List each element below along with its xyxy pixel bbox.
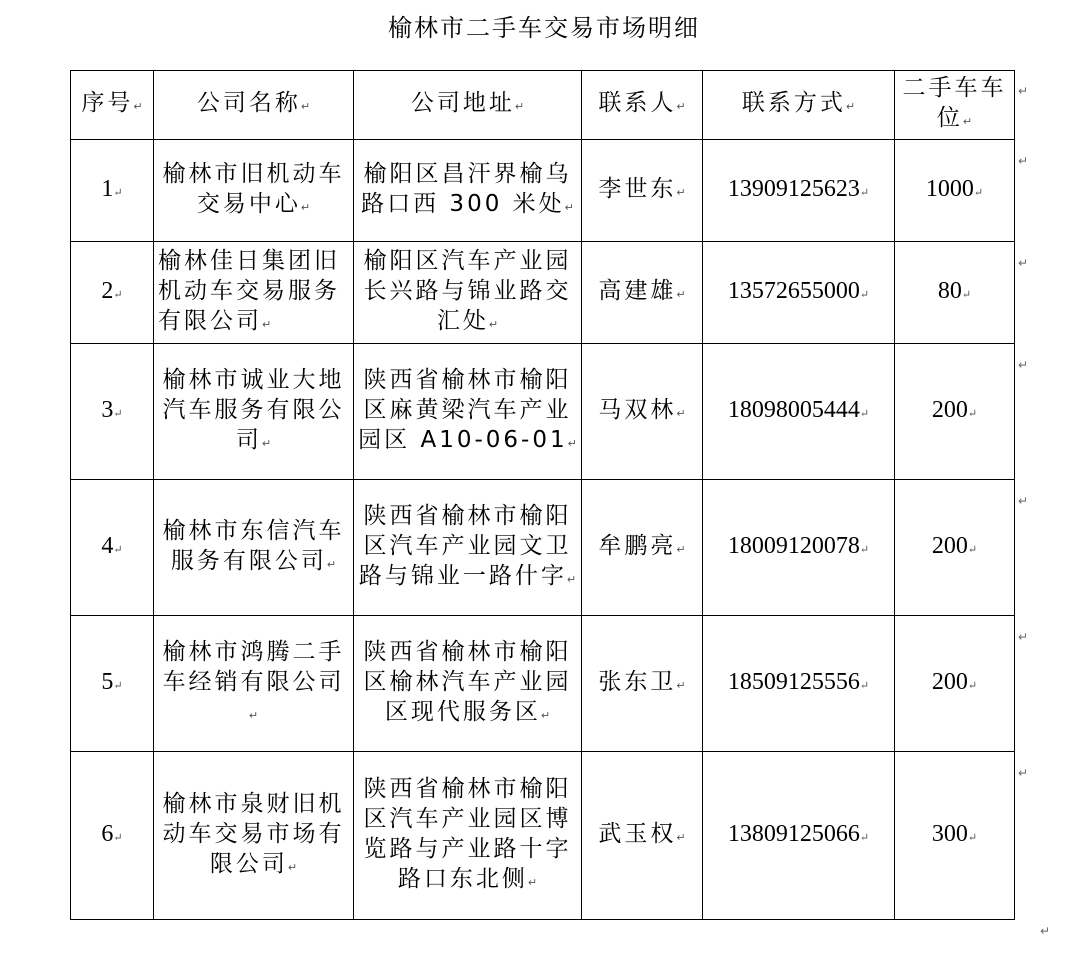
row-end-mark-icon: ↵ — [1018, 256, 1029, 270]
table-row — [71, 616, 1015, 752]
header-row — [71, 71, 1015, 140]
cell-contact: 高建雄↵ — [582, 242, 703, 344]
header-spaces: 二手车车位↵ — [895, 71, 1015, 140]
cell-company: 榆林市泉财旧机动车交易市场有限公司↵ — [154, 752, 354, 920]
cell-phone: 18009120078↵ — [703, 480, 895, 616]
cell-spaces: 300↵ — [895, 752, 1015, 920]
document-end-mark-icon: ↵ — [1040, 924, 1051, 938]
cell-address: 陕西省榆林市榆阳区榆林汽车产业园区现代服务区↵ — [354, 616, 582, 752]
cell-company: 榆林佳日集团旧机动车交易服务有限公司↵ — [154, 242, 354, 344]
row-end-mark-icon: ↵ — [1018, 494, 1029, 508]
cell-address: 榆阳区昌汗界榆乌路口西 300 米处↵ — [354, 140, 582, 242]
cell-spaces: 80↵ — [895, 242, 1015, 344]
cell-phone: 13809125066↵ — [703, 752, 895, 920]
cell-index: 4↵ — [71, 480, 154, 616]
cell-spaces: 200↵ — [895, 344, 1015, 480]
cell-company: 榆林市东信汽车服务有限公司↵ — [154, 480, 354, 616]
paragraph-mark-icon: ↵ — [133, 100, 143, 113]
cell-address: 陕西省榆林市榆阳区汽车产业园文卫路与锦业一路什字↵ — [354, 480, 582, 616]
table-row — [71, 242, 1015, 344]
cell-contact: 马双林↵ — [582, 344, 703, 480]
row-end-mark-icon: ↵ — [1018, 84, 1029, 98]
paragraph-mark-icon: ↵ — [514, 100, 525, 113]
cell-spaces: 200↵ — [895, 616, 1015, 752]
table-row — [71, 480, 1015, 616]
cell-address: 陕西省榆林市榆阳区麻黄梁汽车产业园区 A10-06-01↵ — [354, 344, 582, 480]
cell-address: 榆阳区汽车产业园长兴路与锦业路交汇处↵ — [354, 242, 582, 344]
header-address: 公司地址↵ — [354, 71, 582, 140]
table-row — [71, 344, 1015, 480]
document-title: 榆林市二手车交易市场明细 — [388, 14, 700, 42]
table-row — [71, 140, 1015, 242]
market-table — [70, 70, 1015, 920]
paragraph-mark-icon: ↵ — [845, 100, 856, 113]
cell-contact: 张东卫↵ — [582, 616, 703, 752]
cell-phone: 13909125623↵ — [703, 140, 895, 242]
header-contact: 联系人↵ — [582, 71, 703, 140]
cell-index: 6↵ — [71, 752, 154, 920]
row-end-mark-icon: ↵ — [1018, 766, 1029, 780]
cell-company: 榆林市旧机动车交易中心↵ — [154, 140, 354, 242]
cell-index: 1↵ — [71, 140, 154, 242]
paragraph-mark-icon: ↵ — [676, 100, 686, 113]
cell-company: 榆林市诚业大地汽车服务有限公司↵ — [154, 344, 354, 480]
cell-index: 2↵ — [71, 242, 154, 344]
cell-phone: 13572655000↵ — [703, 242, 895, 344]
cell-index: 5↵ — [71, 616, 154, 752]
row-end-mark-icon: ↵ — [1018, 358, 1029, 372]
cell-contact: 李世东↵ — [582, 140, 703, 242]
cell-index: 3↵ — [71, 344, 154, 480]
row-end-mark-icon: ↵ — [1018, 154, 1029, 168]
header-phone: 联系方式↵ — [703, 71, 895, 140]
cell-address: 陕西省榆林市榆阳区汽车产业园区博览路与产业路十字路口东北侧↵ — [354, 752, 582, 920]
header-index: 序号↵ — [71, 71, 154, 140]
row-end-mark-icon: ↵ — [1018, 630, 1029, 644]
table-row — [71, 752, 1015, 920]
header-company: 公司名称↵ — [154, 71, 354, 140]
cell-phone: 18509125556↵ — [703, 616, 895, 752]
paragraph-mark-icon: ↵ — [962, 115, 973, 128]
cell-spaces: 1000↵ — [895, 140, 1015, 242]
cell-contact: 牟鹏亮↵ — [582, 480, 703, 616]
cell-contact: 武玉权↵ — [582, 752, 703, 920]
paragraph-mark-icon: ↵ — [300, 100, 311, 113]
cell-phone: 18098005444↵ — [703, 344, 895, 480]
cell-company: 榆林市鸿腾二手车经销有限公司↵ — [154, 616, 354, 752]
cell-spaces: 200↵ — [895, 480, 1015, 616]
